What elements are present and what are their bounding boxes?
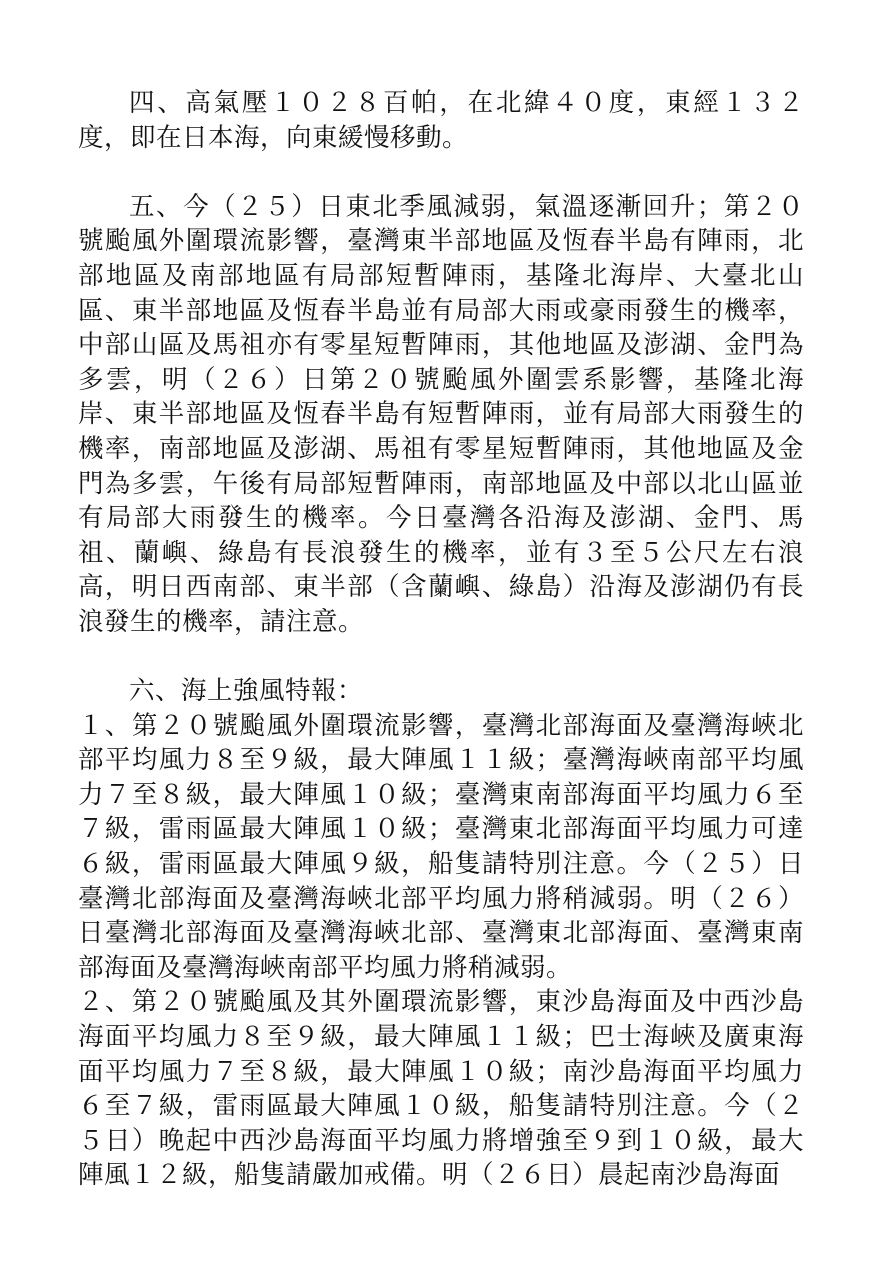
paragraph-gap (78, 640, 804, 675)
section-four-paragraph: 四、高氣壓１０２８百帕，在北緯４０度，東經１３２度，即在日本海，向東緩慢移動。 (78, 88, 804, 153)
paragraph-gap (78, 155, 804, 190)
section-six-item-1: １、第２０號颱風外圍環流影響，臺灣北部海面及臺灣海峽北部平均風力８至９級，最大陣風１１級；臺灣海峽南部平均風力７至８級，最大陣風１０級；臺灣東南部海面平均風力６至７級，雷雨區最大陣風１０級；臺灣東北部海面平均風力可達６級，雷雨區最大陣風９級，船隻請特別注意。今（２５）日臺灣北部海面及臺灣海峽北部平均風力將稍減弱。明（２６）日臺灣北部海面及臺灣海峽北部、臺灣東北部海面、臺灣東南部海面及臺灣海峽南部平均風力將稍減弱。 (78, 710, 804, 983)
document-page (78, 86, 804, 1193)
section-six-heading: 六、海上強風特報： (129, 676, 364, 707)
section-six-item-2: ２、第２０號颱風及其外圍環流影響，東沙島海面及中西沙島海面平均風力８至９級，最大陣風１１級；巴士海峽及廣東海面平均風力７至８級，最大陣風１０級；南沙島海面平均風力６至７級，雷雨區最大陣風１０級，船隻請特別注意。今（２５日）晚起中西沙島海面平均風力將增強至９到１０級，最大陣風１２級，船隻請嚴加戒備。明（２６日）晨起南沙島海面 (78, 987, 804, 1191)
section-five-paragraph: 五、今（２５）日東北季風減弱，氣溫逐漸回升；第２０號颱風外圍環流影響，臺灣東半部地區及恆春半島有陣雨，北部地區及南部地區有局部短暫陣雨，基隆北海岸、大臺北山區、東半部地區及恆春半島並有局部大雨或豪雨發生的機率，中部山區及馬祖亦有零星短暫陣雨，其他地區及澎湖、金門為多雲，明（２６）日第２０號颱風外圍雲系影響，基隆北海岸、東半部地區及恆春半島有短暫陣雨，並有局部大雨發生的機率，南部地區及澎湖、馬祖有零星短暫陣雨，其他地區及金門為多雲，午後有局部短暫陣雨，南部地區及中部以北山區並有局部大雨發生的機率。今日臺灣各沿海及澎湖、金門、馬祖、蘭嶼、綠島有長浪發生的機率，並有３至５公尺左右浪高，明日西南部、東半部（含蘭嶼、綠島）沿海及澎湖仍有長浪發生的機率，請注意。 (78, 191, 804, 637)
